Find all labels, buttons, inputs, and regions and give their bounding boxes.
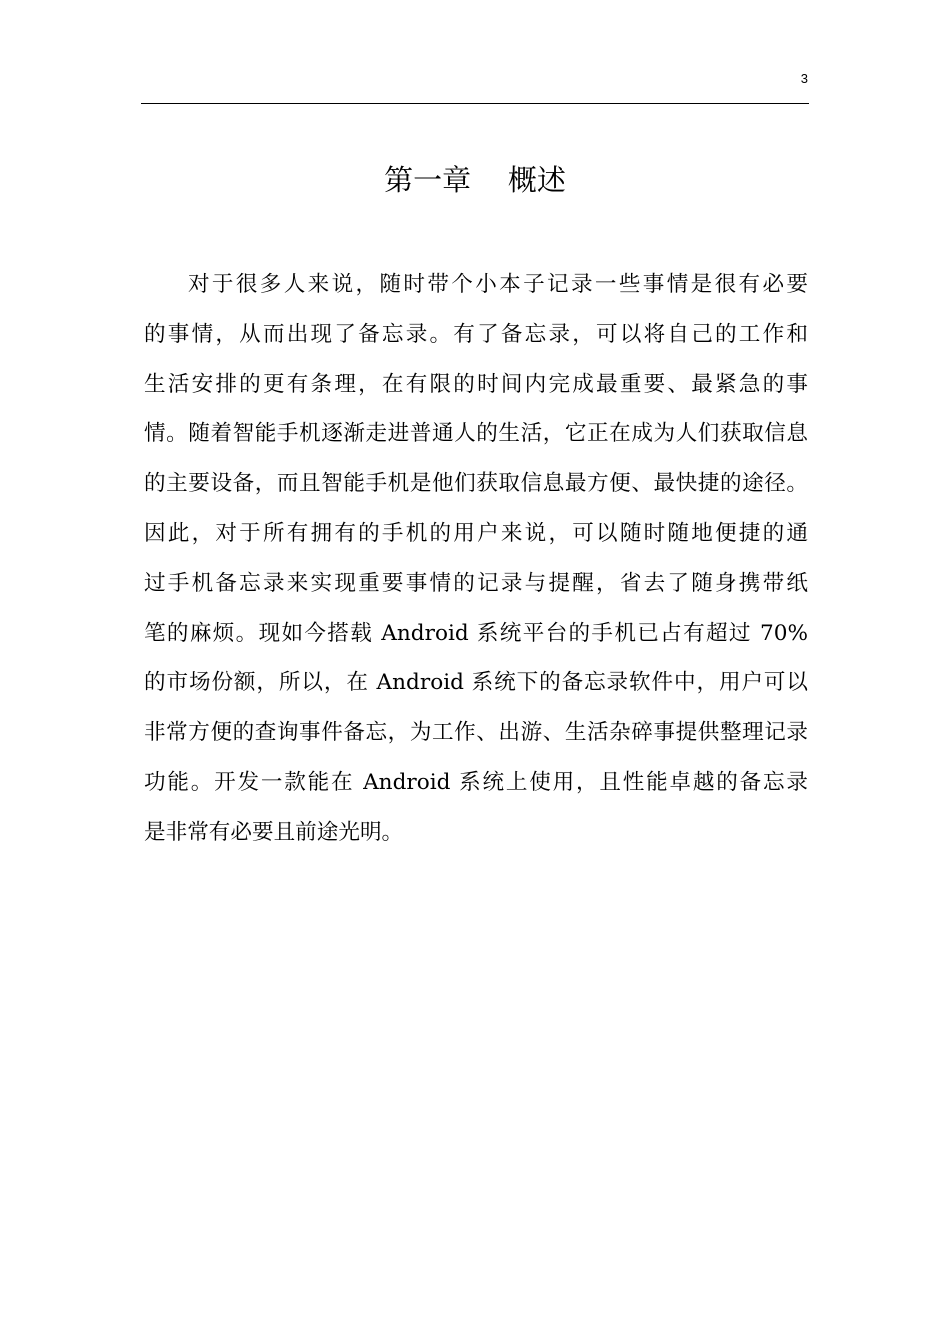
paragraph-line: 笔的麻烦。现如今搭载 Android 系统平台的手机已占有超过 70% [144, 620, 808, 646]
paragraph-line: 过手机备忘录来实现重要事情的记录与提醒，省去了随身携带纸 [144, 570, 808, 596]
paragraph-line: 情。随着智能手机逐渐走进普通人的生活，它正在成为人们获取信息 [144, 421, 808, 447]
header-divider [141, 103, 809, 104]
page-number: 3 [800, 71, 808, 86]
paragraph-line: 非常方便的查询事件备忘，为工作、出游、生活杂碎事提供整理记录 [144, 720, 808, 746]
body-paragraph [144, 264, 808, 862]
paragraph-line: 的市场份额，所以，在 Android 系统下的备忘录软件中，用户可以 [144, 670, 808, 696]
paragraph-line: 是非常有必要且前途光明。 [144, 819, 404, 845]
paragraph-line: 的主要设备，而且智能手机是他们获取信息最方便、最快捷的途径。 [144, 471, 808, 497]
chapter-title: 第一章 概述 [384, 163, 566, 197]
paragraph-line: 功能。开发一款能在 Android 系统上使用，且性能卓越的备忘录 [144, 769, 808, 795]
paragraph-line: 的事情，从而出现了备忘录。有了备忘录，可以将自己的工作和 [144, 321, 808, 347]
paragraph-line: 对于很多人来说，随时带个小本子记录一些事情是很有必要 [188, 272, 808, 297]
paragraph-line: 生活安排的更有条理，在有限的时间内完成最重要、最紧急的事 [144, 371, 808, 397]
paragraph-line: 因此，对于所有拥有的手机的用户来说，可以随时随地便捷的通 [144, 520, 808, 546]
